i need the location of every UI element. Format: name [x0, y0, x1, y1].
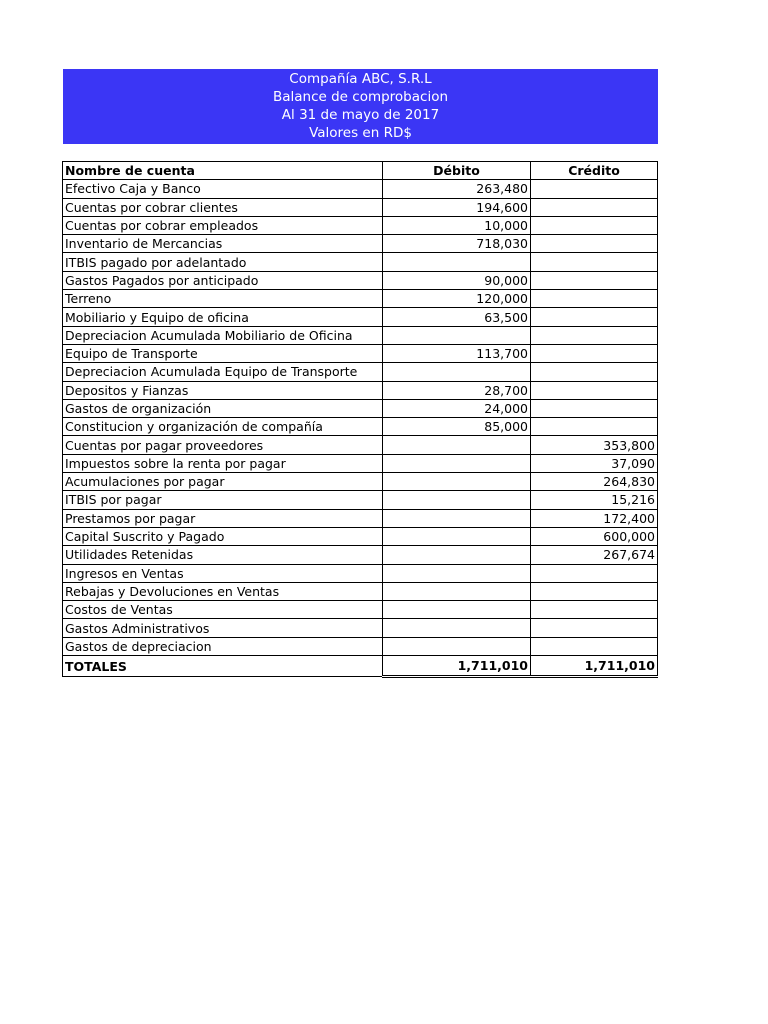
credit-amount [531, 253, 658, 271]
account-name: Acumulaciones por pagar [63, 473, 383, 491]
debit-amount [383, 253, 531, 271]
account-name: Capital Suscrito y Pagado [63, 527, 383, 545]
totals-label: TOTALES [63, 656, 383, 677]
table-row [63, 454, 658, 472]
credit-amount [531, 381, 658, 399]
table-row [63, 436, 658, 454]
table-row [63, 473, 658, 491]
debit-amount [383, 491, 531, 509]
table-row [63, 344, 658, 362]
credit-amount [531, 290, 658, 308]
debit-amount [383, 454, 531, 472]
account-name: Mobiliario y Equipo de oficina [63, 308, 383, 326]
report-header [63, 69, 658, 144]
table-row [63, 418, 658, 436]
debit-amount [383, 582, 531, 600]
debit-amount: 85,000 [383, 418, 531, 436]
table-row [63, 381, 658, 399]
debit-amount: 10,000 [383, 216, 531, 234]
table-row [63, 546, 658, 564]
table-row [63, 290, 658, 308]
table-row [63, 308, 658, 326]
table-header-row [63, 162, 658, 180]
column-header-name: Nombre de cuenta [63, 162, 383, 180]
credit-amount: 267,674 [531, 546, 658, 564]
debit-amount [383, 473, 531, 491]
debit-amount [383, 326, 531, 344]
debit-amount: 113,700 [383, 344, 531, 362]
credit-amount [531, 344, 658, 362]
table-row [63, 509, 658, 527]
credit-amount [531, 198, 658, 216]
account-name: Gastos Administrativos [63, 619, 383, 637]
debit-amount: 63,500 [383, 308, 531, 326]
account-name: ITBIS pagado por adelantado [63, 253, 383, 271]
company-name: Compañía ABC, S.R.L [289, 71, 432, 87]
table-row [63, 198, 658, 216]
table-row [63, 326, 658, 344]
credit-amount [531, 601, 658, 619]
debit-amount [383, 601, 531, 619]
account-name: Ingresos en Ventas [63, 564, 383, 582]
account-name: ITBIS por pagar [63, 491, 383, 509]
account-name: Constitucion y organización de compañía [63, 418, 383, 436]
table-row [63, 253, 658, 271]
debit-amount: 194,600 [383, 198, 531, 216]
debit-amount: 120,000 [383, 290, 531, 308]
credit-amount [531, 308, 658, 326]
credit-amount: 37,090 [531, 454, 658, 472]
account-name: Efectivo Caja y Banco [63, 180, 383, 198]
credit-amount [531, 619, 658, 637]
total-credit: 1,711,010 [531, 656, 658, 677]
credit-amount [531, 564, 658, 582]
credit-amount: 353,800 [531, 436, 658, 454]
account-name: Cuentas por cobrar clientes [63, 198, 383, 216]
debit-amount [383, 436, 531, 454]
account-name: Gastos de organización [63, 399, 383, 417]
credit-amount [531, 637, 658, 655]
report-date: Al 31 de mayo de 2017 [281, 107, 440, 123]
account-name: Depreciacion Acumulada Mobiliario de Oficina [63, 326, 383, 344]
debit-amount [383, 619, 531, 637]
column-header-credit: Crédito [531, 162, 658, 180]
credit-amount: 172,400 [531, 509, 658, 527]
totals-row [63, 656, 658, 677]
debit-amount: 24,000 [383, 399, 531, 417]
account-name: Gastos de depreciacion [63, 637, 383, 655]
credit-amount [531, 271, 658, 289]
account-name: Gastos Pagados por anticipado [63, 271, 383, 289]
debit-amount: 90,000 [383, 271, 531, 289]
table-row [63, 235, 658, 253]
trial-balance-table [62, 161, 658, 678]
credit-amount [531, 216, 658, 234]
account-name: Prestamos por pagar [63, 509, 383, 527]
table-row [63, 527, 658, 545]
credit-amount [531, 582, 658, 600]
account-name: Costos de Ventas [63, 601, 383, 619]
table-row [63, 564, 658, 582]
debit-amount: 718,030 [383, 235, 531, 253]
account-name: Depreciacion Acumulada Equipo de Transporte [63, 363, 383, 381]
credit-amount [531, 363, 658, 381]
column-header-debit: Débito [383, 162, 531, 180]
debit-amount [383, 637, 531, 655]
total-debit: 1,711,010 [383, 656, 531, 677]
account-name: Terreno [63, 290, 383, 308]
debit-amount [383, 527, 531, 545]
credit-amount [531, 418, 658, 436]
debit-amount: 28,700 [383, 381, 531, 399]
table-row [63, 491, 658, 509]
table-row [63, 399, 658, 417]
debit-amount: 263,480 [383, 180, 531, 198]
debit-amount [383, 564, 531, 582]
account-name: Equipo de Transporte [63, 344, 383, 362]
table-row [63, 637, 658, 655]
debit-amount [383, 546, 531, 564]
table-row [63, 619, 658, 637]
account-name: Utilidades Retenidas [63, 546, 383, 564]
account-name: Depositos y Fianzas [63, 381, 383, 399]
account-name: Inventario de Mercancias [63, 235, 383, 253]
credit-amount [531, 235, 658, 253]
table-row [63, 271, 658, 289]
table-row [63, 363, 658, 381]
debit-amount [383, 363, 531, 381]
account-name: Cuentas por pagar proveedores [63, 436, 383, 454]
account-name: Rebajas y Devoluciones en Ventas [63, 582, 383, 600]
account-name: Cuentas por cobrar empleados [63, 216, 383, 234]
table-row [63, 180, 658, 198]
credit-amount [531, 180, 658, 198]
credit-amount [531, 326, 658, 344]
table-row [63, 216, 658, 234]
currency-note: Valores en RD$ [309, 125, 412, 141]
table-row [63, 601, 658, 619]
account-name: Impuestos sobre la renta por pagar [63, 454, 383, 472]
credit-amount: 264,830 [531, 473, 658, 491]
credit-amount [531, 399, 658, 417]
report-title: Balance de comprobacion [272, 89, 449, 105]
credit-amount: 600,000 [531, 527, 658, 545]
debit-amount [383, 509, 531, 527]
credit-amount: 15,216 [531, 491, 658, 509]
table-row [63, 582, 658, 600]
